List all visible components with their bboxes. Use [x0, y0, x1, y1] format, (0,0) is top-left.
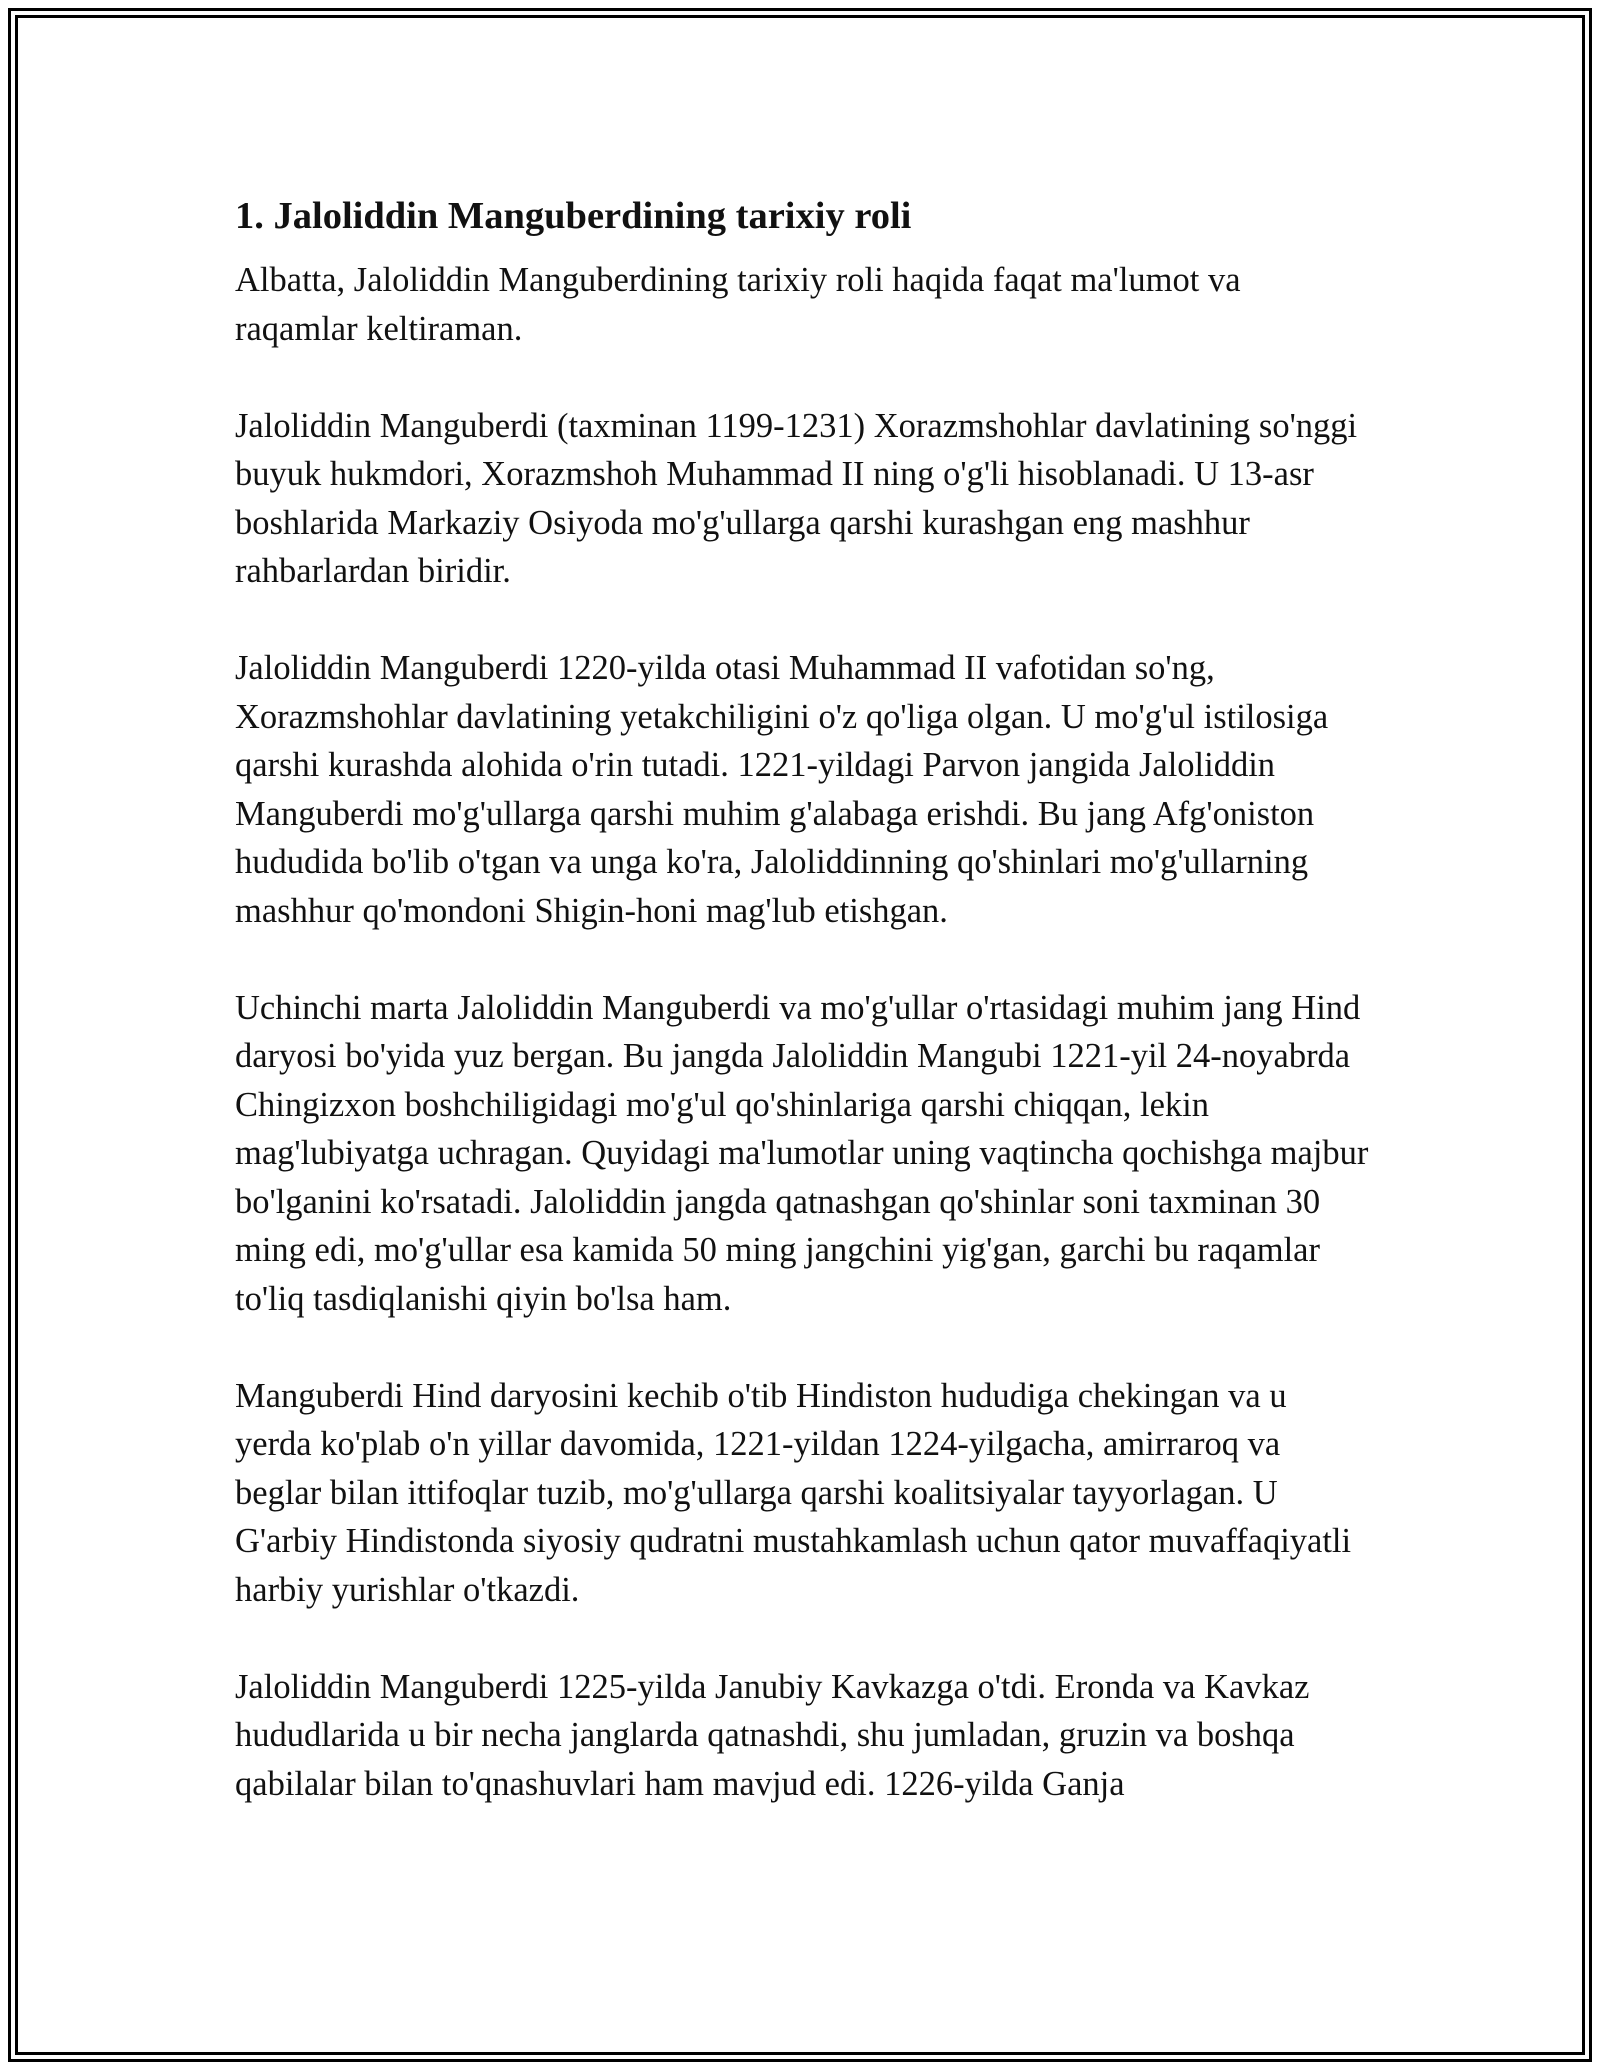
paragraph-caucasus: Jaloliddin Manguberdi 1225-yilda Janubiy Kavkazga o'tdi. Eronda va Kavkaz hududlarida u bir necha janglarda qatnashdi, shu jumladan, gruzin va boshqa qabilalar bilan to'qnashuvlari ham mavjud edi. 1226-yilda Ganja [235, 1667, 1310, 1803]
section-heading: 1. Jaloliddin Manguberdining tarixiy roli [235, 195, 912, 237]
paragraph-biography: Jaloliddin Manguberdi (taxminan 1199-1231) Xorazmshohlar davlatining so'nggi buyuk hukmdori, Xorazmshoh Muhammad II ning o'g'li hisoblanadi. U 13-asr boshlarida Markaziy Osiyoda mo'g'ullarga qarshi kurashgan eng mashhur rahbarlardan biridir. [235, 406, 1358, 590]
paragraph-indus-battle: Uchinchi marta Jaloliddin Manguberdi va mo'g'ullar o'rtasidagi muhim jang Hind daryosi bo'yida yuz bergan. Bu jangda Jaloliddin Mangubi 1221-yil 24-noyabrda Chingizxon boshchiligidagi mo'g'ul qo'shinlariga qarshi chiqqan, lekin mag'lubiyatga uchragan. Quyidagi ma'lumotlar uning vaqtincha qochishga majbur bo'lganini ko'rsatadi. Jaloliddin jangda qatnashgan qo'shinlar soni taxminan 30 ming edi, mo'g'ullar esa kamida 50 ming jangchini yig'gan, garchi bu raqamlar to'liq tasdiqlanishi qiyin bo'lsa ham. [235, 988, 1369, 1318]
document-body [235, 184, 1370, 1857]
paragraph-intro: Albatta, Jaloliddin Manguberdining tarixiy roli haqida faqat ma'lumot va raqamlar keltiraman. [235, 261, 1241, 348]
paragraph-india-period: Manguberdi Hind daryosini kechib o'tib Hindiston hududiga chekingan va u yerda ko'plab o'n yillar davomida, 1221-yildan 1224-yilgacha, amirraroq va beglar bilan ittifoqlar tuzib, mo'g'ullarga qarshi koalitsiyalar tayyorlagan. U G'arbiy Hindistonda siyosiy qudratni mustahkamlash uchun qator muvaffaqiyatli harbiy yurishlar o'tkazdi. [235, 1376, 1352, 1609]
paragraph-parvon-battle: Jaloliddin Manguberdi 1220-yilda otasi Muhammad II vafotidan so'ng, Xorazmshohlar davlatining yetakchiligini o'z qo'liga olgan. U mo'g'ul istilosiga qarshi kurashda alohida o'rin tutadi. 1221-yildagi Parvon jangida Jaloliddin Manguberdi mo'g'ullarga qarshi muhim g'alabaga erishdi. Bu jang Afg'oniston hududida bo'lib o'tgan va unga ko'ra, Jaloliddinning qo'shinlari mo'g'ullarning mashhur qo'mondoni Shigin-honi mag'lub etishgan. [235, 649, 1329, 930]
